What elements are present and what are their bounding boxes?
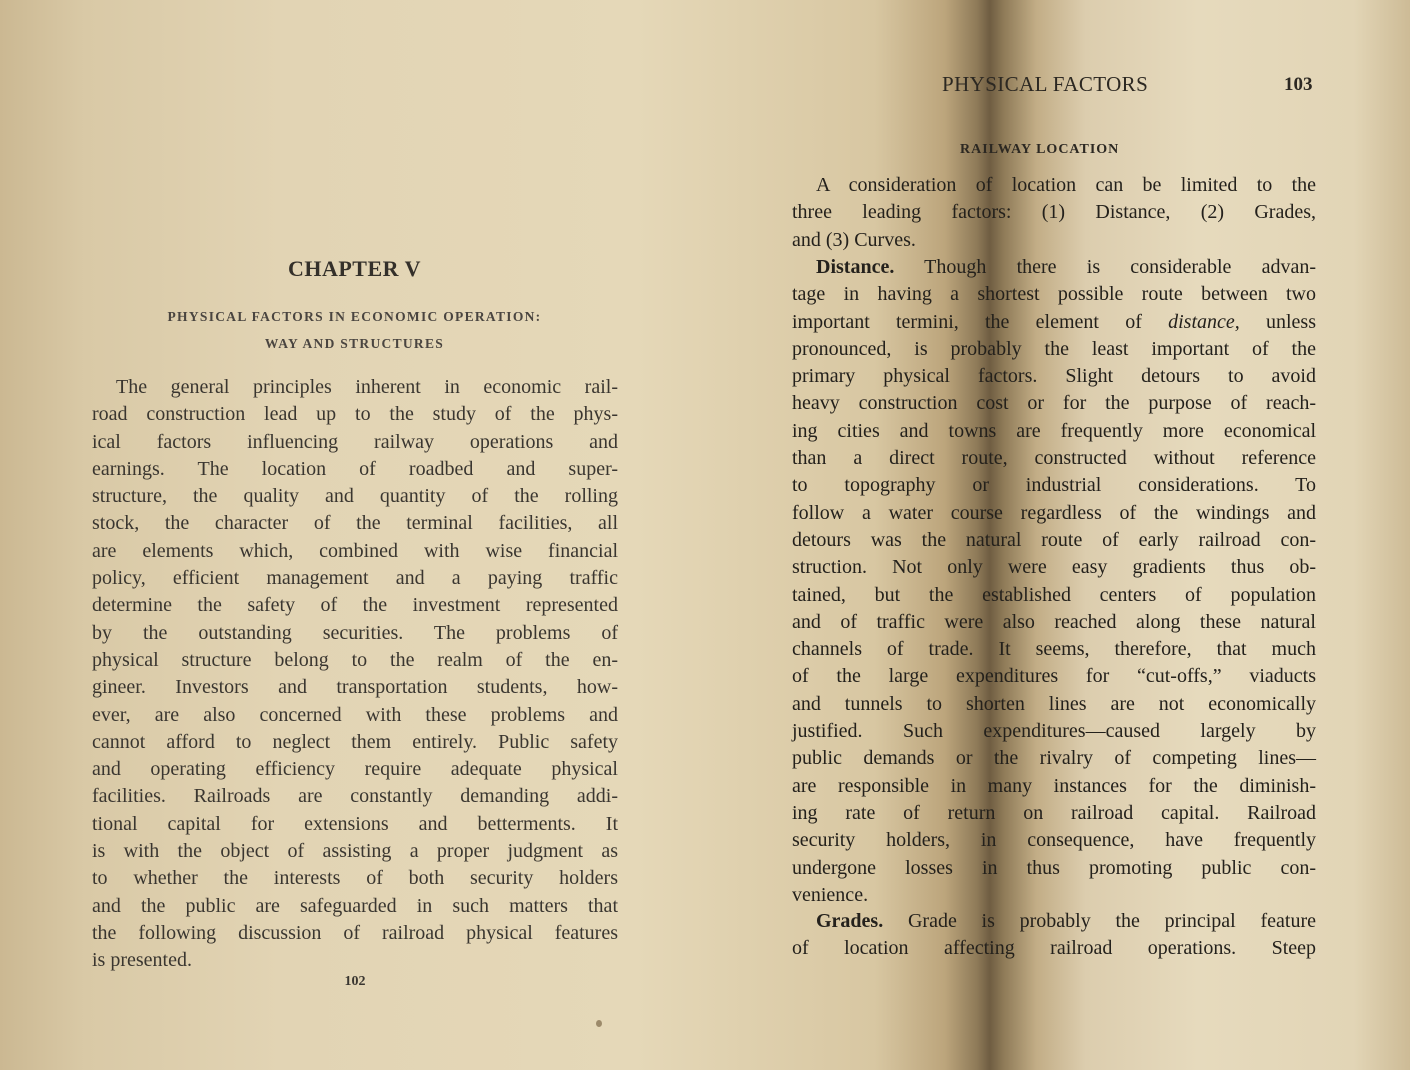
text-line: and of traffic were also reached along these natural bbox=[792, 610, 1316, 633]
text-line: ical factors influencing railway operations and bbox=[92, 430, 618, 453]
text-line: public demands or the rivalry of competing lines— bbox=[792, 747, 1316, 770]
chapter-title: CHAPTER V bbox=[287, 256, 422, 281]
text-line: structure, the quality and quantity of the rolling bbox=[92, 485, 618, 508]
text-line: tage in having a shortest possible route between two bbox=[792, 283, 1316, 306]
text-line: is presented. bbox=[92, 949, 192, 972]
text-line: by the outstanding securities. The problems of bbox=[92, 621, 618, 644]
text-line: and the public are safeguarded in such matters that bbox=[92, 894, 618, 917]
text-line: tained, but the established centers of population bbox=[792, 583, 1316, 606]
text-line: ever, are also concerned with these problems and bbox=[92, 703, 618, 726]
text-line: heavy construction cost or for the purpose of reach- bbox=[792, 392, 1316, 415]
text-line bbox=[792, 254, 1316, 281]
section-heading: RAILWAY LOCATION bbox=[960, 142, 1120, 157]
text-line bbox=[792, 309, 1316, 336]
text-line: are responsible in many instances for the diminish- bbox=[792, 774, 1316, 797]
text-line: is with the object of assisting a proper judgment as bbox=[92, 840, 618, 863]
page-number-right: 103 bbox=[1284, 74, 1313, 95]
text-line: earnings. The location of roadbed and super- bbox=[92, 457, 618, 480]
location-paragraph bbox=[792, 172, 1316, 254]
text-fragment: Grade is probably the principal feature bbox=[883, 910, 1316, 932]
distance-paragraph bbox=[792, 254, 1316, 909]
runin-heading-distance: Distance. bbox=[816, 256, 895, 278]
text-line: struction. Not only were easy gradients thus ob- bbox=[792, 556, 1316, 579]
text-line: tional capital for extensions and betterments. It bbox=[92, 812, 618, 835]
italic-term: distance, bbox=[1168, 310, 1240, 333]
text-line: pronounced, is probably the least important of the bbox=[792, 337, 1316, 360]
chapter-subtitle-line: PHYSICAL FACTORS IN ECONOMIC OPERATION: bbox=[167, 309, 542, 324]
text-line: of location affecting railroad operations. Steep bbox=[792, 937, 1316, 960]
text-line: ing rate of return on railroad capital. Railroad bbox=[792, 801, 1316, 824]
text-line: three leading factors: (1) Distance, (2) Grades, bbox=[792, 201, 1316, 224]
paper-smudge bbox=[596, 1020, 602, 1027]
text-line: cannot afford to neglect them entirely. Public safety bbox=[92, 730, 618, 753]
text-line: to topography or industrial considerations. To bbox=[792, 474, 1316, 497]
text-line: detours was the natural route of early railroad con- bbox=[792, 528, 1316, 551]
text-line: are elements which, combined with wise financial bbox=[92, 539, 618, 562]
text-line: the following discussion of railroad physical features bbox=[92, 921, 618, 944]
page-number-left: 102 bbox=[344, 974, 366, 989]
text-line: channels of trade. It seems, therefore, that much bbox=[792, 638, 1316, 661]
text-line: security holders, in consequence, have frequently bbox=[792, 829, 1316, 852]
text-fragment: unless bbox=[1239, 310, 1317, 333]
chapter-subtitle-line: WAY AND STRUCTURES bbox=[264, 336, 445, 351]
text-line: stock, the character of the terminal facilities, all bbox=[92, 512, 618, 535]
runin-heading-grades: Grades. bbox=[816, 910, 884, 932]
text-line: determine the safety of the investment represented bbox=[92, 594, 618, 617]
text-line: to whether the interests of both security holders bbox=[92, 867, 618, 890]
text-line: undergone losses in thus promoting public con- bbox=[792, 856, 1316, 879]
chapter-subtitle bbox=[92, 303, 617, 357]
text-line: and (3) Curves. bbox=[792, 228, 916, 251]
text-line: road construction lead up to the study of the phys- bbox=[92, 403, 618, 426]
text-line: facilities. Railroads are constantly demanding addi- bbox=[92, 785, 618, 808]
running-head: PHYSICAL FACTORS bbox=[942, 72, 1149, 96]
text-line: primary physical factors. Slight detours to avoid bbox=[792, 365, 1316, 388]
text-line: and tunnels to shorten lines are not economically bbox=[792, 692, 1316, 715]
left-page bbox=[0, 0, 690, 1070]
text-line: than a direct route, constructed without reference bbox=[792, 447, 1316, 470]
text-line: justified. Such expenditures—caused largely by bbox=[792, 720, 1316, 743]
text-line: and operating efficiency require adequate physical bbox=[92, 758, 618, 781]
text-line: policy, efficient management and a paying traffic bbox=[92, 567, 618, 590]
text-line bbox=[792, 908, 1316, 935]
right-page bbox=[706, 0, 1410, 1070]
text-line: A consideration of location can be limited to the bbox=[816, 174, 1316, 196]
text-fragment: important termini, the element of bbox=[792, 310, 1169, 333]
grades-paragraph bbox=[792, 908, 1316, 963]
text-line: of the large expenditures for “cut-offs,” viaducts bbox=[792, 665, 1316, 688]
text-line: follow a water course regardless of the windings and bbox=[792, 501, 1316, 524]
text-line: The general principles inherent in economic rail- bbox=[116, 376, 618, 398]
text-line: venience. bbox=[792, 883, 869, 906]
text-fragment: Though there is considerable advan- bbox=[894, 256, 1316, 278]
text-line: physical structure belong to the realm of the en- bbox=[92, 648, 618, 671]
left-body-paragraph bbox=[92, 374, 618, 975]
text-line: ing cities and towns are frequently more economical bbox=[792, 419, 1316, 442]
text-line: gineer. Investors and transportation students, how- bbox=[92, 676, 618, 699]
